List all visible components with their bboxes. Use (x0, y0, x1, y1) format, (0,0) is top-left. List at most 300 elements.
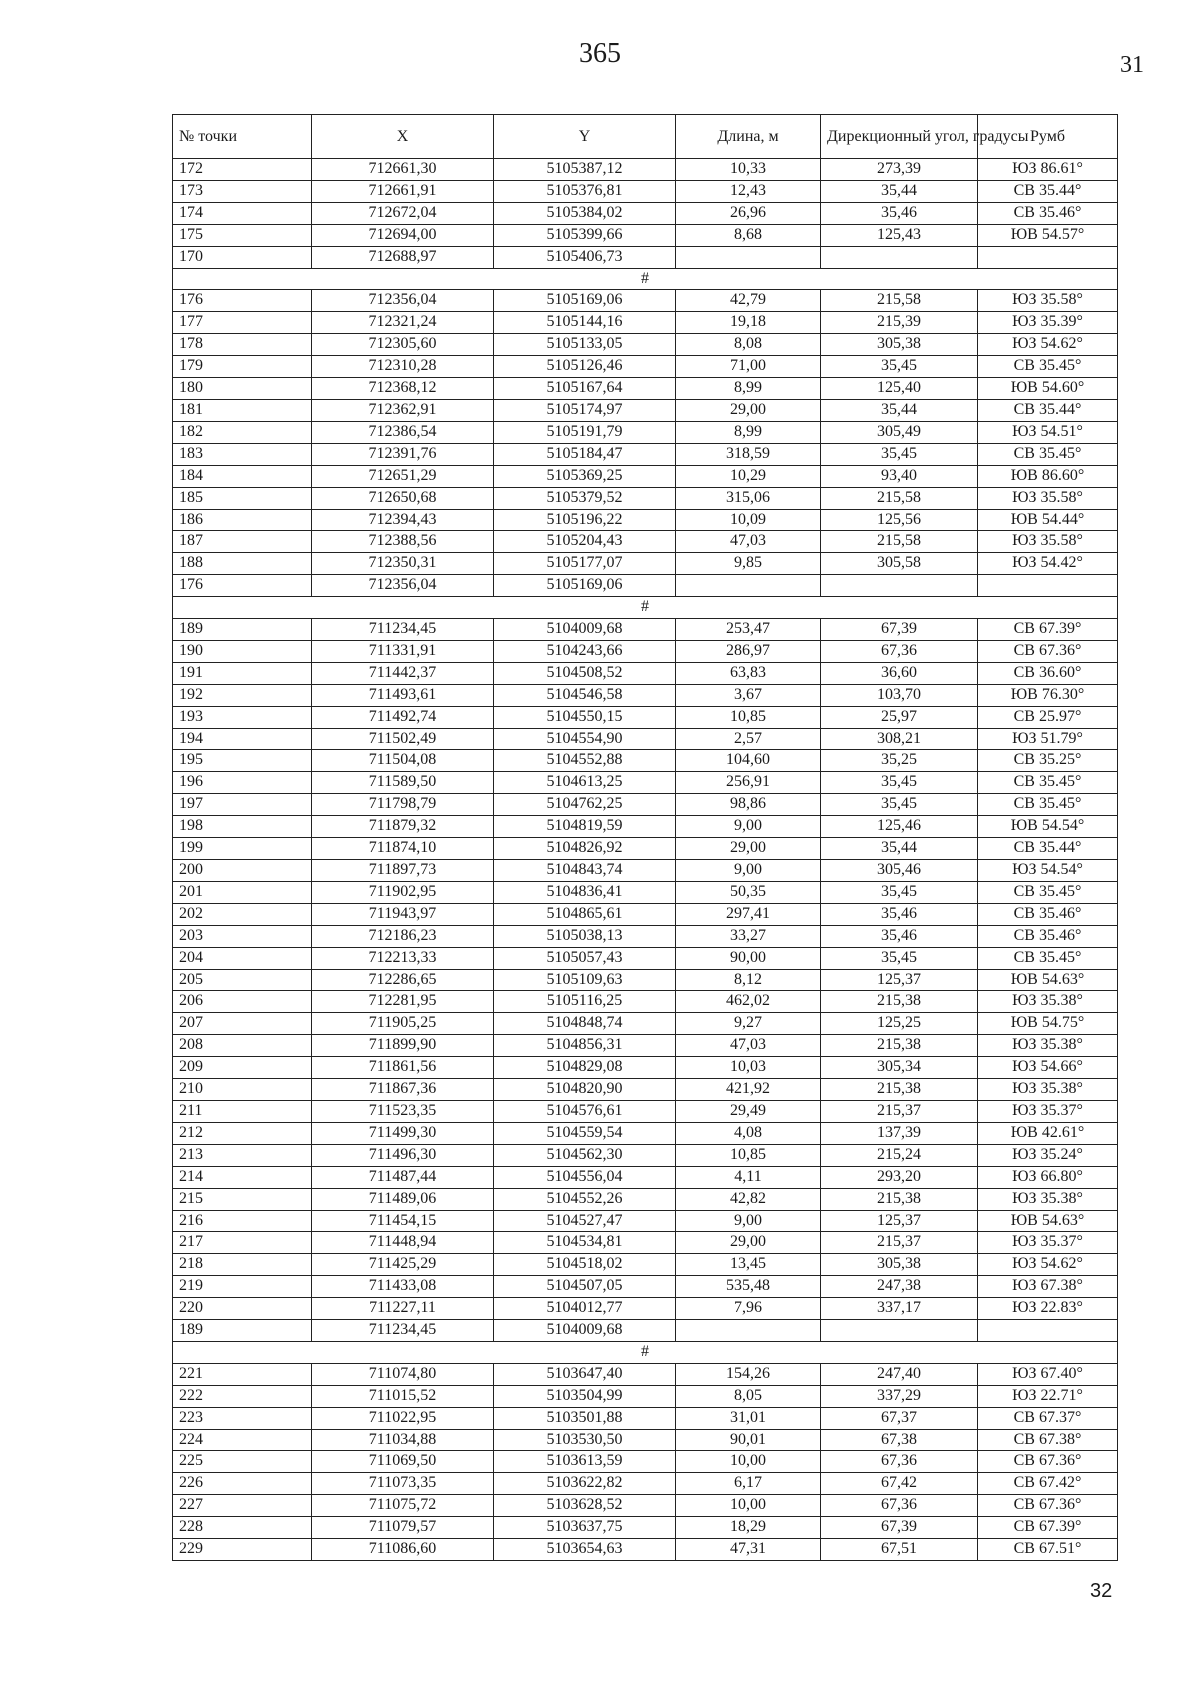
cell-rhumb: ЮЗ 35.37° (978, 1232, 1118, 1254)
cell-angle: 247,40 (821, 1363, 978, 1385)
table-row (173, 1079, 1118, 1101)
table-row (173, 1035, 1118, 1057)
cell-y: 5103628,52 (494, 1495, 676, 1517)
cell-point: 181 (173, 399, 312, 421)
cell-rhumb: ЮЗ 35.38° (978, 1079, 1118, 1101)
cell-point: 225 (173, 1451, 312, 1473)
cell-point: 202 (173, 903, 312, 925)
cell-length: 8,08 (676, 334, 821, 356)
cell-point: 211 (173, 1100, 312, 1122)
table-row (173, 860, 1118, 882)
cell-angle: 215,38 (821, 1188, 978, 1210)
cell-x: 712391,76 (312, 443, 494, 465)
cell-rhumb: ЮВ 54.44° (978, 509, 1118, 531)
cell-y: 5105144,16 (494, 312, 676, 334)
cell-angle: 215,37 (821, 1232, 978, 1254)
cell-length: 7,96 (676, 1298, 821, 1320)
cell-rhumb: СВ 67.36° (978, 1495, 1118, 1517)
cell-rhumb: СВ 35.45° (978, 881, 1118, 903)
cell-rhumb: ЮВ 54.63° (978, 969, 1118, 991)
cell-y: 5103501,88 (494, 1407, 676, 1429)
cell-x: 712661,91 (312, 180, 494, 202)
cell-point: 203 (173, 925, 312, 947)
cell-length: 90,00 (676, 947, 821, 969)
cell-angle: 215,37 (821, 1100, 978, 1122)
table-row (173, 334, 1118, 356)
table-row (173, 1188, 1118, 1210)
cell-angle: 215,58 (821, 290, 978, 312)
table-row (173, 684, 1118, 706)
cell-length: 154,26 (676, 1363, 821, 1385)
cell-rhumb: ЮЗ 35.58° (978, 487, 1118, 509)
cell-angle: 35,44 (821, 838, 978, 860)
cell-y: 5105384,02 (494, 202, 676, 224)
separator-cell: # (173, 1341, 1118, 1363)
cell-point: 185 (173, 487, 312, 509)
cell-length: 8,68 (676, 224, 821, 246)
cell-length: 10,85 (676, 706, 821, 728)
table-row (173, 224, 1118, 246)
cell-angle: 137,39 (821, 1122, 978, 1144)
cell-x: 712388,56 (312, 531, 494, 553)
cell-length: 2,57 (676, 728, 821, 750)
cell-x: 711902,95 (312, 881, 494, 903)
table-row (173, 378, 1118, 400)
cell-y: 5104613,25 (494, 772, 676, 794)
cell-angle: 125,37 (821, 1210, 978, 1232)
cell-point: 191 (173, 662, 312, 684)
table-row (173, 838, 1118, 860)
table-row (173, 1057, 1118, 1079)
cell-angle: 305,58 (821, 553, 978, 575)
cell-point: 179 (173, 356, 312, 378)
cell-x: 711943,97 (312, 903, 494, 925)
cell-length: 253,47 (676, 619, 821, 641)
cell-y: 5104562,30 (494, 1144, 676, 1166)
cell-x: 712281,95 (312, 991, 494, 1013)
cell-x: 711234,45 (312, 1320, 494, 1342)
table-row (173, 180, 1118, 202)
cell-x: 711034,88 (312, 1429, 494, 1451)
cell-length: 29,00 (676, 838, 821, 860)
cell-rhumb: ЮЗ 54.42° (978, 553, 1118, 575)
cell-angle: 67,36 (821, 1451, 978, 1473)
cell-length: 8,05 (676, 1385, 821, 1407)
cell-y: 5103637,75 (494, 1517, 676, 1539)
cell-point: 190 (173, 640, 312, 662)
cell-point: 228 (173, 1517, 312, 1539)
cell-length: 10,09 (676, 509, 821, 531)
cell-angle: 305,38 (821, 334, 978, 356)
cell-x: 711905,25 (312, 1013, 494, 1035)
cell-point: 186 (173, 509, 312, 531)
cell-angle: 215,58 (821, 487, 978, 509)
table-row (173, 881, 1118, 903)
cell-angle: 35,44 (821, 399, 978, 421)
cell-point: 194 (173, 728, 312, 750)
cell-rhumb: ЮВ 54.54° (978, 816, 1118, 838)
cell-point: 208 (173, 1035, 312, 1057)
cell-rhumb: СВ 35.45° (978, 794, 1118, 816)
table-row (173, 925, 1118, 947)
cell-length: 29,00 (676, 399, 821, 421)
cell-point: 215 (173, 1188, 312, 1210)
cell-x: 712186,23 (312, 925, 494, 947)
cell-x: 711499,30 (312, 1122, 494, 1144)
cell-y: 5105109,63 (494, 969, 676, 991)
cell-point: 193 (173, 706, 312, 728)
cell-x: 711086,60 (312, 1539, 494, 1561)
table-body (173, 159, 1118, 1561)
cell-angle: 293,20 (821, 1166, 978, 1188)
table-row (173, 575, 1118, 597)
cell-angle: 215,24 (821, 1144, 978, 1166)
cell-length: 10,33 (676, 159, 821, 181)
coordinates-table (172, 114, 1118, 1561)
cell-length: 8,99 (676, 421, 821, 443)
cell-rhumb: ЮВ 76.30° (978, 684, 1118, 706)
cell-length: 10,29 (676, 465, 821, 487)
cell-length: 90,01 (676, 1429, 821, 1451)
cell-angle: 35,25 (821, 750, 978, 772)
cell-length: 12,43 (676, 180, 821, 202)
cell-y: 5104843,74 (494, 860, 676, 882)
cell-y: 5104762,25 (494, 794, 676, 816)
cell-length: 8,12 (676, 969, 821, 991)
cell-angle: 35,45 (821, 356, 978, 378)
cell-length: 286,97 (676, 640, 821, 662)
cell-point: 170 (173, 246, 312, 268)
cell-y: 5105406,73 (494, 246, 676, 268)
cell-point: 213 (173, 1144, 312, 1166)
cell-x: 711504,08 (312, 750, 494, 772)
cell-x: 711079,57 (312, 1517, 494, 1539)
cell-point: 192 (173, 684, 312, 706)
table-row (173, 553, 1118, 575)
cell-rhumb: ЮЗ 67.38° (978, 1276, 1118, 1298)
cell-rhumb: СВ 67.38° (978, 1429, 1118, 1451)
cell-y: 5105133,05 (494, 334, 676, 356)
cell-x: 711489,06 (312, 1188, 494, 1210)
table-row (173, 1122, 1118, 1144)
separator-row (173, 268, 1118, 290)
cell-point: 224 (173, 1429, 312, 1451)
cell-x: 711454,15 (312, 1210, 494, 1232)
cell-rhumb: СВ 35.45° (978, 443, 1118, 465)
cell-length: 10,85 (676, 1144, 821, 1166)
cell-length: 47,03 (676, 1035, 821, 1057)
cell-y: 5104856,31 (494, 1035, 676, 1057)
cell-length: 29,00 (676, 1232, 821, 1254)
cell-length: 98,86 (676, 794, 821, 816)
cell-angle: 125,46 (821, 816, 978, 838)
separator-cell: # (173, 268, 1118, 290)
table-row (173, 509, 1118, 531)
cell-y: 5104534,81 (494, 1232, 676, 1254)
cell-point: 206 (173, 991, 312, 1013)
cell-y: 5103530,50 (494, 1429, 676, 1451)
cell-angle: 305,34 (821, 1057, 978, 1079)
cell-y: 5104552,26 (494, 1188, 676, 1210)
cell-y: 5105177,07 (494, 553, 676, 575)
cell-length: 42,82 (676, 1188, 821, 1210)
table-row (173, 1232, 1118, 1254)
cell-x: 712310,28 (312, 356, 494, 378)
cell-rhumb: ЮЗ 54.66° (978, 1057, 1118, 1079)
cell-length: 318,59 (676, 443, 821, 465)
cell-rhumb: СВ 36.60° (978, 662, 1118, 684)
cell-length: 10,03 (676, 1057, 821, 1079)
cell-rhumb: СВ 67.51° (978, 1539, 1118, 1561)
cell-angle: 25,97 (821, 706, 978, 728)
cell-y: 5104836,41 (494, 881, 676, 903)
cell-x: 712386,54 (312, 421, 494, 443)
cell-angle: 273,39 (821, 159, 978, 181)
cell-point: 189 (173, 1320, 312, 1342)
cell-length: 104,60 (676, 750, 821, 772)
cell-y: 5104559,54 (494, 1122, 676, 1144)
cell-angle: 67,42 (821, 1473, 978, 1495)
cell-x: 711897,73 (312, 860, 494, 882)
cell-x: 711502,49 (312, 728, 494, 750)
cell-y: 5104546,58 (494, 684, 676, 706)
cell-y: 5105167,64 (494, 378, 676, 400)
cell-rhumb: СВ 35.45° (978, 356, 1118, 378)
cell-length: 31,01 (676, 1407, 821, 1429)
cell-point: 187 (173, 531, 312, 553)
table-row (173, 1385, 1118, 1407)
table-row (173, 1407, 1118, 1429)
table-row (173, 443, 1118, 465)
cell-rhumb: ЮВ 54.75° (978, 1013, 1118, 1035)
table-row (173, 465, 1118, 487)
cell-x: 711496,30 (312, 1144, 494, 1166)
cell-point: 223 (173, 1407, 312, 1429)
cell-angle: 67,51 (821, 1539, 978, 1561)
cell-x: 711867,36 (312, 1079, 494, 1101)
cell-y: 5105196,22 (494, 509, 676, 531)
cell-y: 5103622,82 (494, 1473, 676, 1495)
table-row (173, 1013, 1118, 1035)
cell-rhumb: СВ 35.46° (978, 202, 1118, 224)
cell-length: 47,31 (676, 1539, 821, 1561)
cell-x: 711015,52 (312, 1385, 494, 1407)
cell-x: 711798,79 (312, 794, 494, 816)
cell-angle: 305,46 (821, 860, 978, 882)
cell-angle: 35,46 (821, 903, 978, 925)
cell-length: 33,27 (676, 925, 821, 947)
cell-angle: 93,40 (821, 465, 978, 487)
cell-length: 9,00 (676, 1210, 821, 1232)
cell-y: 5104527,47 (494, 1210, 676, 1232)
cell-x: 711899,90 (312, 1035, 494, 1057)
cell-rhumb (978, 1320, 1118, 1342)
cell-angle: 67,39 (821, 619, 978, 641)
cell-x: 711069,50 (312, 1451, 494, 1473)
cell-length: 10,00 (676, 1495, 821, 1517)
cell-length: 9,00 (676, 816, 821, 838)
cell-rhumb: СВ 35.44° (978, 399, 1118, 421)
cell-y: 5105376,81 (494, 180, 676, 202)
cell-point: 201 (173, 881, 312, 903)
table-row (173, 662, 1118, 684)
cell-rhumb: СВ 67.37° (978, 1407, 1118, 1429)
table-row (173, 969, 1118, 991)
cell-x: 711492,74 (312, 706, 494, 728)
table-row (173, 531, 1118, 553)
cell-rhumb: ЮЗ 54.62° (978, 334, 1118, 356)
cell-rhumb: ЮЗ 35.38° (978, 991, 1118, 1013)
cell-rhumb: ЮЗ 35.58° (978, 290, 1118, 312)
cell-y: 5104826,92 (494, 838, 676, 860)
cell-rhumb: ЮЗ 22.83° (978, 1298, 1118, 1320)
cell-angle: 215,38 (821, 1079, 978, 1101)
cell-x: 711433,08 (312, 1276, 494, 1298)
cell-x: 711227,11 (312, 1298, 494, 1320)
table-row (173, 947, 1118, 969)
cell-length: 9,85 (676, 553, 821, 575)
cell-point: 173 (173, 180, 312, 202)
cell-x: 712350,31 (312, 553, 494, 575)
cell-y: 5104518,02 (494, 1254, 676, 1276)
cell-rhumb: СВ 35.46° (978, 903, 1118, 925)
cell-rhumb: ЮЗ 67.40° (978, 1363, 1118, 1385)
cell-length: 315,06 (676, 487, 821, 509)
table-row (173, 421, 1118, 443)
cell-angle: 67,36 (821, 640, 978, 662)
table-row (173, 1210, 1118, 1232)
cell-angle: 67,37 (821, 1407, 978, 1429)
table-row (173, 1144, 1118, 1166)
cell-point: 227 (173, 1495, 312, 1517)
cell-rhumb: ЮЗ 35.37° (978, 1100, 1118, 1122)
cell-y: 5105191,79 (494, 421, 676, 443)
table-row (173, 246, 1118, 268)
cell-rhumb: СВ 25.97° (978, 706, 1118, 728)
cell-y: 5105116,25 (494, 991, 676, 1013)
cell-y: 5104820,90 (494, 1079, 676, 1101)
cell-point: 220 (173, 1298, 312, 1320)
cell-point: 204 (173, 947, 312, 969)
cell-x: 712651,29 (312, 465, 494, 487)
table-row (173, 202, 1118, 224)
page-number-right: 31 (1120, 52, 1144, 78)
cell-rhumb: ЮЗ 35.24° (978, 1144, 1118, 1166)
cell-angle: 35,45 (821, 772, 978, 794)
cell-y: 5105038,13 (494, 925, 676, 947)
cell-length: 47,03 (676, 531, 821, 553)
cell-x: 711448,94 (312, 1232, 494, 1254)
cell-y: 5103504,99 (494, 1385, 676, 1407)
separator-row (173, 1341, 1118, 1363)
table-row (173, 1166, 1118, 1188)
table-row (173, 487, 1118, 509)
cell-length: 4,08 (676, 1122, 821, 1144)
table-row (173, 816, 1118, 838)
cell-rhumb: СВ 67.36° (978, 1451, 1118, 1473)
cell-rhumb: ЮВ 54.63° (978, 1210, 1118, 1232)
cell-point: 199 (173, 838, 312, 860)
cell-angle (821, 1320, 978, 1342)
table-row (173, 1276, 1118, 1298)
cell-y: 5105204,43 (494, 531, 676, 553)
cell-x: 711073,35 (312, 1473, 494, 1495)
cell-x: 711493,61 (312, 684, 494, 706)
cell-y: 5105169,06 (494, 290, 676, 312)
cell-rhumb: ЮЗ 54.51° (978, 421, 1118, 443)
cell-x: 711331,91 (312, 640, 494, 662)
cell-point: 205 (173, 969, 312, 991)
cell-length: 297,41 (676, 903, 821, 925)
table-row (173, 1539, 1118, 1561)
cell-rhumb: СВ 67.42° (978, 1473, 1118, 1495)
separator-row (173, 597, 1118, 619)
cell-length: 26,96 (676, 202, 821, 224)
table-row (173, 399, 1118, 421)
header-row (173, 115, 1118, 159)
cell-angle: 215,38 (821, 1035, 978, 1057)
cell-x: 712356,04 (312, 290, 494, 312)
column-header-y: Y (494, 115, 676, 159)
cell-y: 5104243,66 (494, 640, 676, 662)
cell-point: 197 (173, 794, 312, 816)
cell-rhumb: СВ 35.44° (978, 180, 1118, 202)
cell-rhumb: ЮВ 42.61° (978, 1122, 1118, 1144)
cell-length: 71,00 (676, 356, 821, 378)
cell-angle: 125,25 (821, 1013, 978, 1035)
table-row (173, 1473, 1118, 1495)
cell-point: 172 (173, 159, 312, 181)
cell-rhumb: ЮЗ 54.62° (978, 1254, 1118, 1276)
cell-length: 8,99 (676, 378, 821, 400)
cell-rhumb: ЮВ 54.57° (978, 224, 1118, 246)
cell-length: 4,11 (676, 1166, 821, 1188)
cell-rhumb: ЮЗ 22.71° (978, 1385, 1118, 1407)
cell-rhumb: СВ 67.36° (978, 640, 1118, 662)
cell-x: 711879,32 (312, 816, 494, 838)
cell-angle: 35,45 (821, 947, 978, 969)
cell-point: 196 (173, 772, 312, 794)
cell-y: 5105184,47 (494, 443, 676, 465)
cell-y: 5104556,04 (494, 1166, 676, 1188)
cell-length: 256,91 (676, 772, 821, 794)
cell-y: 5105126,46 (494, 356, 676, 378)
cell-y: 5103647,40 (494, 1363, 676, 1385)
cell-angle (821, 575, 978, 597)
cell-rhumb: СВ 35.44° (978, 838, 1118, 860)
cell-length: 9,27 (676, 1013, 821, 1035)
cell-point: 177 (173, 312, 312, 334)
cell-length: 19,18 (676, 312, 821, 334)
cell-x: 712688,97 (312, 246, 494, 268)
cell-x: 711075,72 (312, 1495, 494, 1517)
table-row (173, 1363, 1118, 1385)
cell-y: 5105057,43 (494, 947, 676, 969)
cell-rhumb: ЮВ 54.60° (978, 378, 1118, 400)
table-header (173, 115, 1118, 159)
cell-length (676, 246, 821, 268)
cell-angle: 35,45 (821, 794, 978, 816)
cell-length: 29,49 (676, 1100, 821, 1122)
column-header-length: Длина, м (676, 115, 821, 159)
cell-point: 226 (173, 1473, 312, 1495)
cell-angle: 67,38 (821, 1429, 978, 1451)
cell-y: 5104550,15 (494, 706, 676, 728)
cell-y: 5104865,61 (494, 903, 676, 925)
table-row (173, 772, 1118, 794)
cell-length: 13,45 (676, 1254, 821, 1276)
cell-y: 5105399,66 (494, 224, 676, 246)
